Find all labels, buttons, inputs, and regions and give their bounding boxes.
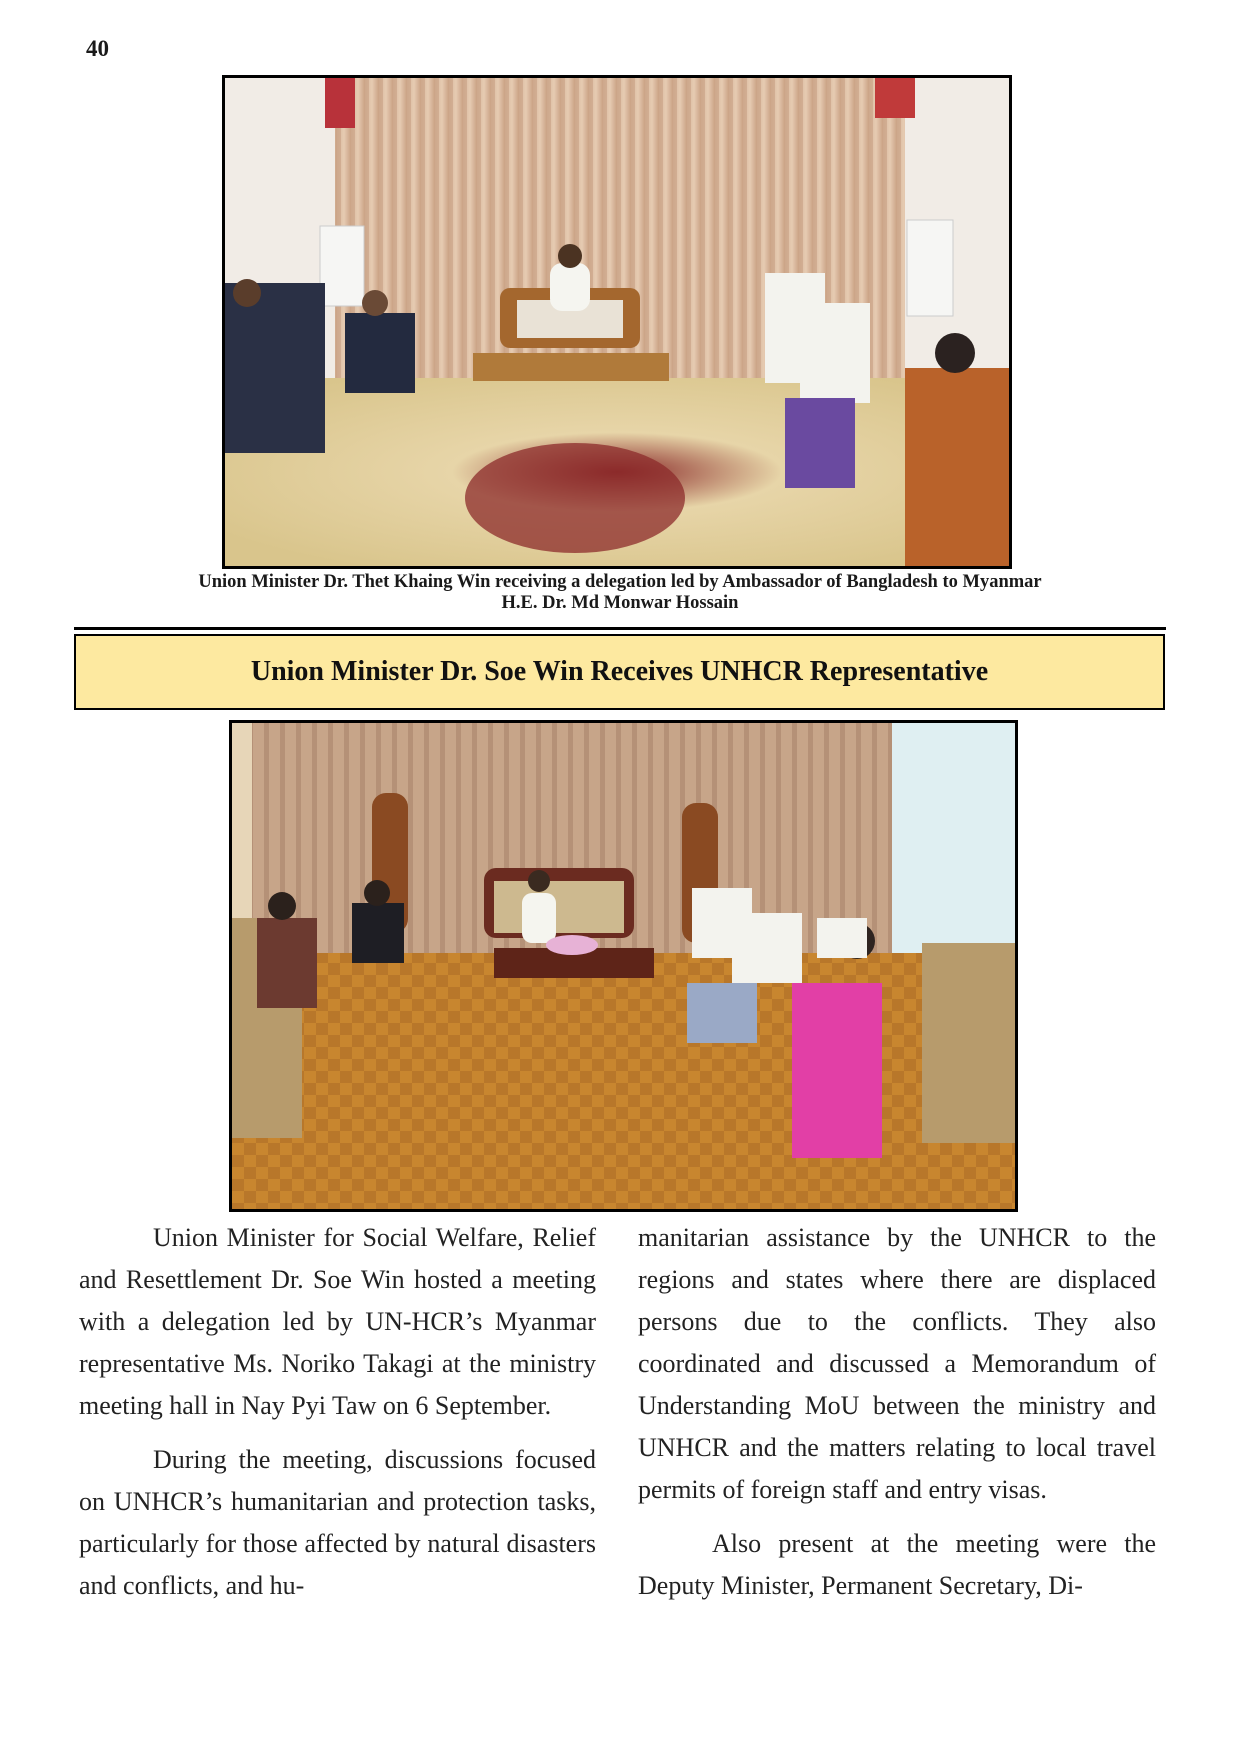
photo-1-caption xyxy=(130,572,1110,614)
article-right-column xyxy=(638,1217,1156,1619)
caption-line-2: H.E. Dr. Md Monwar Hossain xyxy=(501,593,739,613)
paragraph: Also present at the meeting were the Deputy Minister, Permanent Secretary, Di- xyxy=(638,1529,1156,1600)
article-left-column xyxy=(79,1217,596,1619)
paragraph: During the meeting, discussions focused on UNHCR’s humanitarian and protection tasks, particularly for those affected by natural disasters and conflicts, and hu- xyxy=(79,1445,596,1600)
section-divider xyxy=(74,627,1166,630)
section-title: Union Minister Dr. Soe Win Receives UNHCR Representative xyxy=(250,656,989,687)
photo-2-illustration xyxy=(232,723,1015,1209)
photo-unhcr-meeting xyxy=(229,720,1018,1212)
photo-1-illustration xyxy=(225,78,1009,566)
caption-line-1: Union Minister Dr. Thet Khaing Win receiving a delegation led by Ambassador of Bangladesh to Myanmar xyxy=(198,572,1042,592)
paragraph: manitarian assistance by the UNHCR to the regions and states where there are displaced persons due to the conflicts. They also coordinated and discussed a Memorandum of Understanding MoU between the ministry and UNHCR and the matters relating to local travel permits of foreign staff and entry visas. xyxy=(638,1223,1156,1504)
paragraph: Union Minister for Social Welfare, Relief and Resettlement Dr. Soe Win hosted a meeting with a delegation led by UN-HCR’s Myanmar representative Ms. Noriko Takagi at the ministry meeting hall in Nay Pyi Taw on 6 September. xyxy=(79,1223,596,1420)
photo-bangladesh-delegation xyxy=(222,75,1012,569)
page-number: 40 xyxy=(86,36,109,61)
section-banner xyxy=(74,634,1165,710)
